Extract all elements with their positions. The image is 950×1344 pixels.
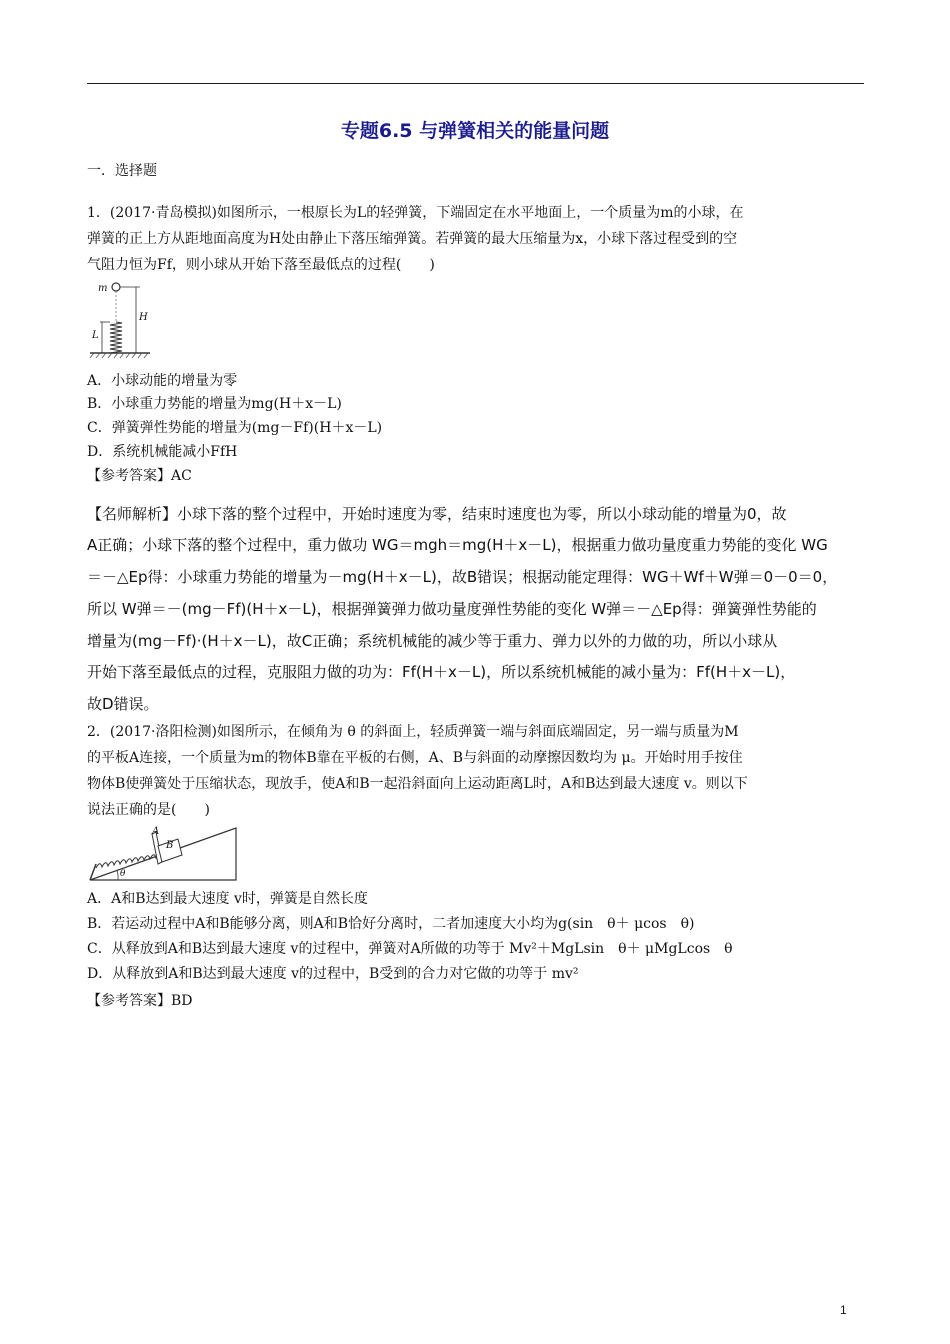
q2-line-1: 2．(2017·洛阳检测)如图所示，在倾角为 θ 的斜面上，轻质弹簧一端与斜面底端固定，另一端与质量为M [87, 724, 739, 740]
q1-analysis-line-5: 增量为(mg－Ff)·(H＋x－L)，故C正确；系统机械能的减少等于重力、弹力以外的力做的功，所以小球从 [87, 632, 778, 650]
q1-option-b: B．小球重力势能的增量为mg(H＋x－L) [87, 396, 342, 412]
q2-figure-label-a: A [152, 826, 160, 837]
q1-analysis-line-3: ＝－△Ep得：小球重力势能的增量为－mg(H＋x－L)，故B错误；根据动能定理得：WG＋Wf＋W弹＝0－0＝0， [87, 568, 838, 586]
header-rule [87, 83, 864, 84]
q1-option-c: C．弹簧弹性势能的增量为(mg－Ff)(H＋x－L) [87, 420, 383, 436]
q1-option-a: A．小球动能的增量为零 [87, 373, 238, 389]
q1-analysis-line-2: A正确；小球下落的整个过程中，重力做功 WG＝mgh＝mg(H＋x－L)，根据重力做功量度重力势能的变化 WG [87, 536, 828, 554]
q2-option-d: D．从释放到A和B达到最大速度 v的过程中，B受到的合力对它做的功等于 mv² [87, 966, 579, 982]
q1-analysis-line-1: 【名师解析】小球下落的整个过程中，开始时速度为零，结束时速度也为零，所以小球动能的增量为0，故 [87, 505, 787, 523]
q1-analysis-line-7: 故D错误。 [87, 695, 159, 713]
q1-line-1: 1．(2017·青岛模拟)如图所示，一根原长为L的轻弹簧，下端固定在水平地面上，一个质量为m的小球，在 [87, 205, 744, 221]
q2-line-4: 说法正确的是( ) [87, 802, 210, 818]
q1-figure-label-l: L [92, 330, 99, 341]
q1-analysis-line-4: 所以 W弹＝－(mg－Ff)(H＋x－L)，根据弹簧弹力做功量度弹性势能的变化 W弹＝－△Ep得：弹簧弹性势能的 [87, 600, 817, 618]
q2-line-2: 的平板A连接，一个质量为m的物体B靠在平板的右侧，A、B与斜面的动摩擦因数均为 μ。开始时用手按住 [87, 750, 743, 766]
q2-option-a: A．A和B达到最大速度 v时，弹簧是自然长度 [87, 891, 368, 907]
q1-answer: 【参考答案】AC [87, 468, 192, 484]
q1-figure-label-h: H [139, 312, 148, 323]
q2-incline-figure [88, 824, 240, 882]
q2-line-3: 物体B使弹簧处于压缩状态，现放手，使A和B一起沿斜面向上运动距离L时，A和B达到最大速度 v。则以下 [87, 776, 748, 792]
q1-line-2: 弹簧的正上方从距地面高度为H处由静止下落压缩弹簧。若弹簧的最大压缩量为x，小球下落过程受到的空 [87, 231, 738, 247]
q2-option-c: C．从释放到A和B达到最大速度 v的过程中，弹簧对A所做的功等于 Mv²＋MgLsin θ＋ μMgLcos θ [87, 941, 733, 957]
q1-option-d: D．系统机械能减小FfH [87, 444, 238, 460]
page-number: 1 [840, 1303, 847, 1317]
q1-figure-label-m: m [98, 283, 108, 294]
section-heading: 一．选择题 [87, 163, 157, 179]
q2-figure-label-b: B [166, 840, 174, 851]
q2-figure-label-theta: θ [120, 869, 126, 879]
q2-answer: 【参考答案】BD [87, 993, 193, 1009]
q2-option-b: B．若运动过程中A和B能够分离，则A和B恰好分离时，二者加速度大小均为g(sin θ＋ μcos θ) [87, 916, 695, 932]
page-title: 专题6.5 与弹簧相关的能量问题 [340, 120, 610, 142]
q1-line-3: 气阻力恒为Ff，则小球从开始下落至最低点的过程( ) [87, 257, 435, 273]
q1-analysis-line-6: 开始下落至最低点的过程，克服阻力做的功为：Ff(H＋x－L)，所以系统机械能的减小量为：Ff(H＋x－L)， [87, 663, 796, 681]
